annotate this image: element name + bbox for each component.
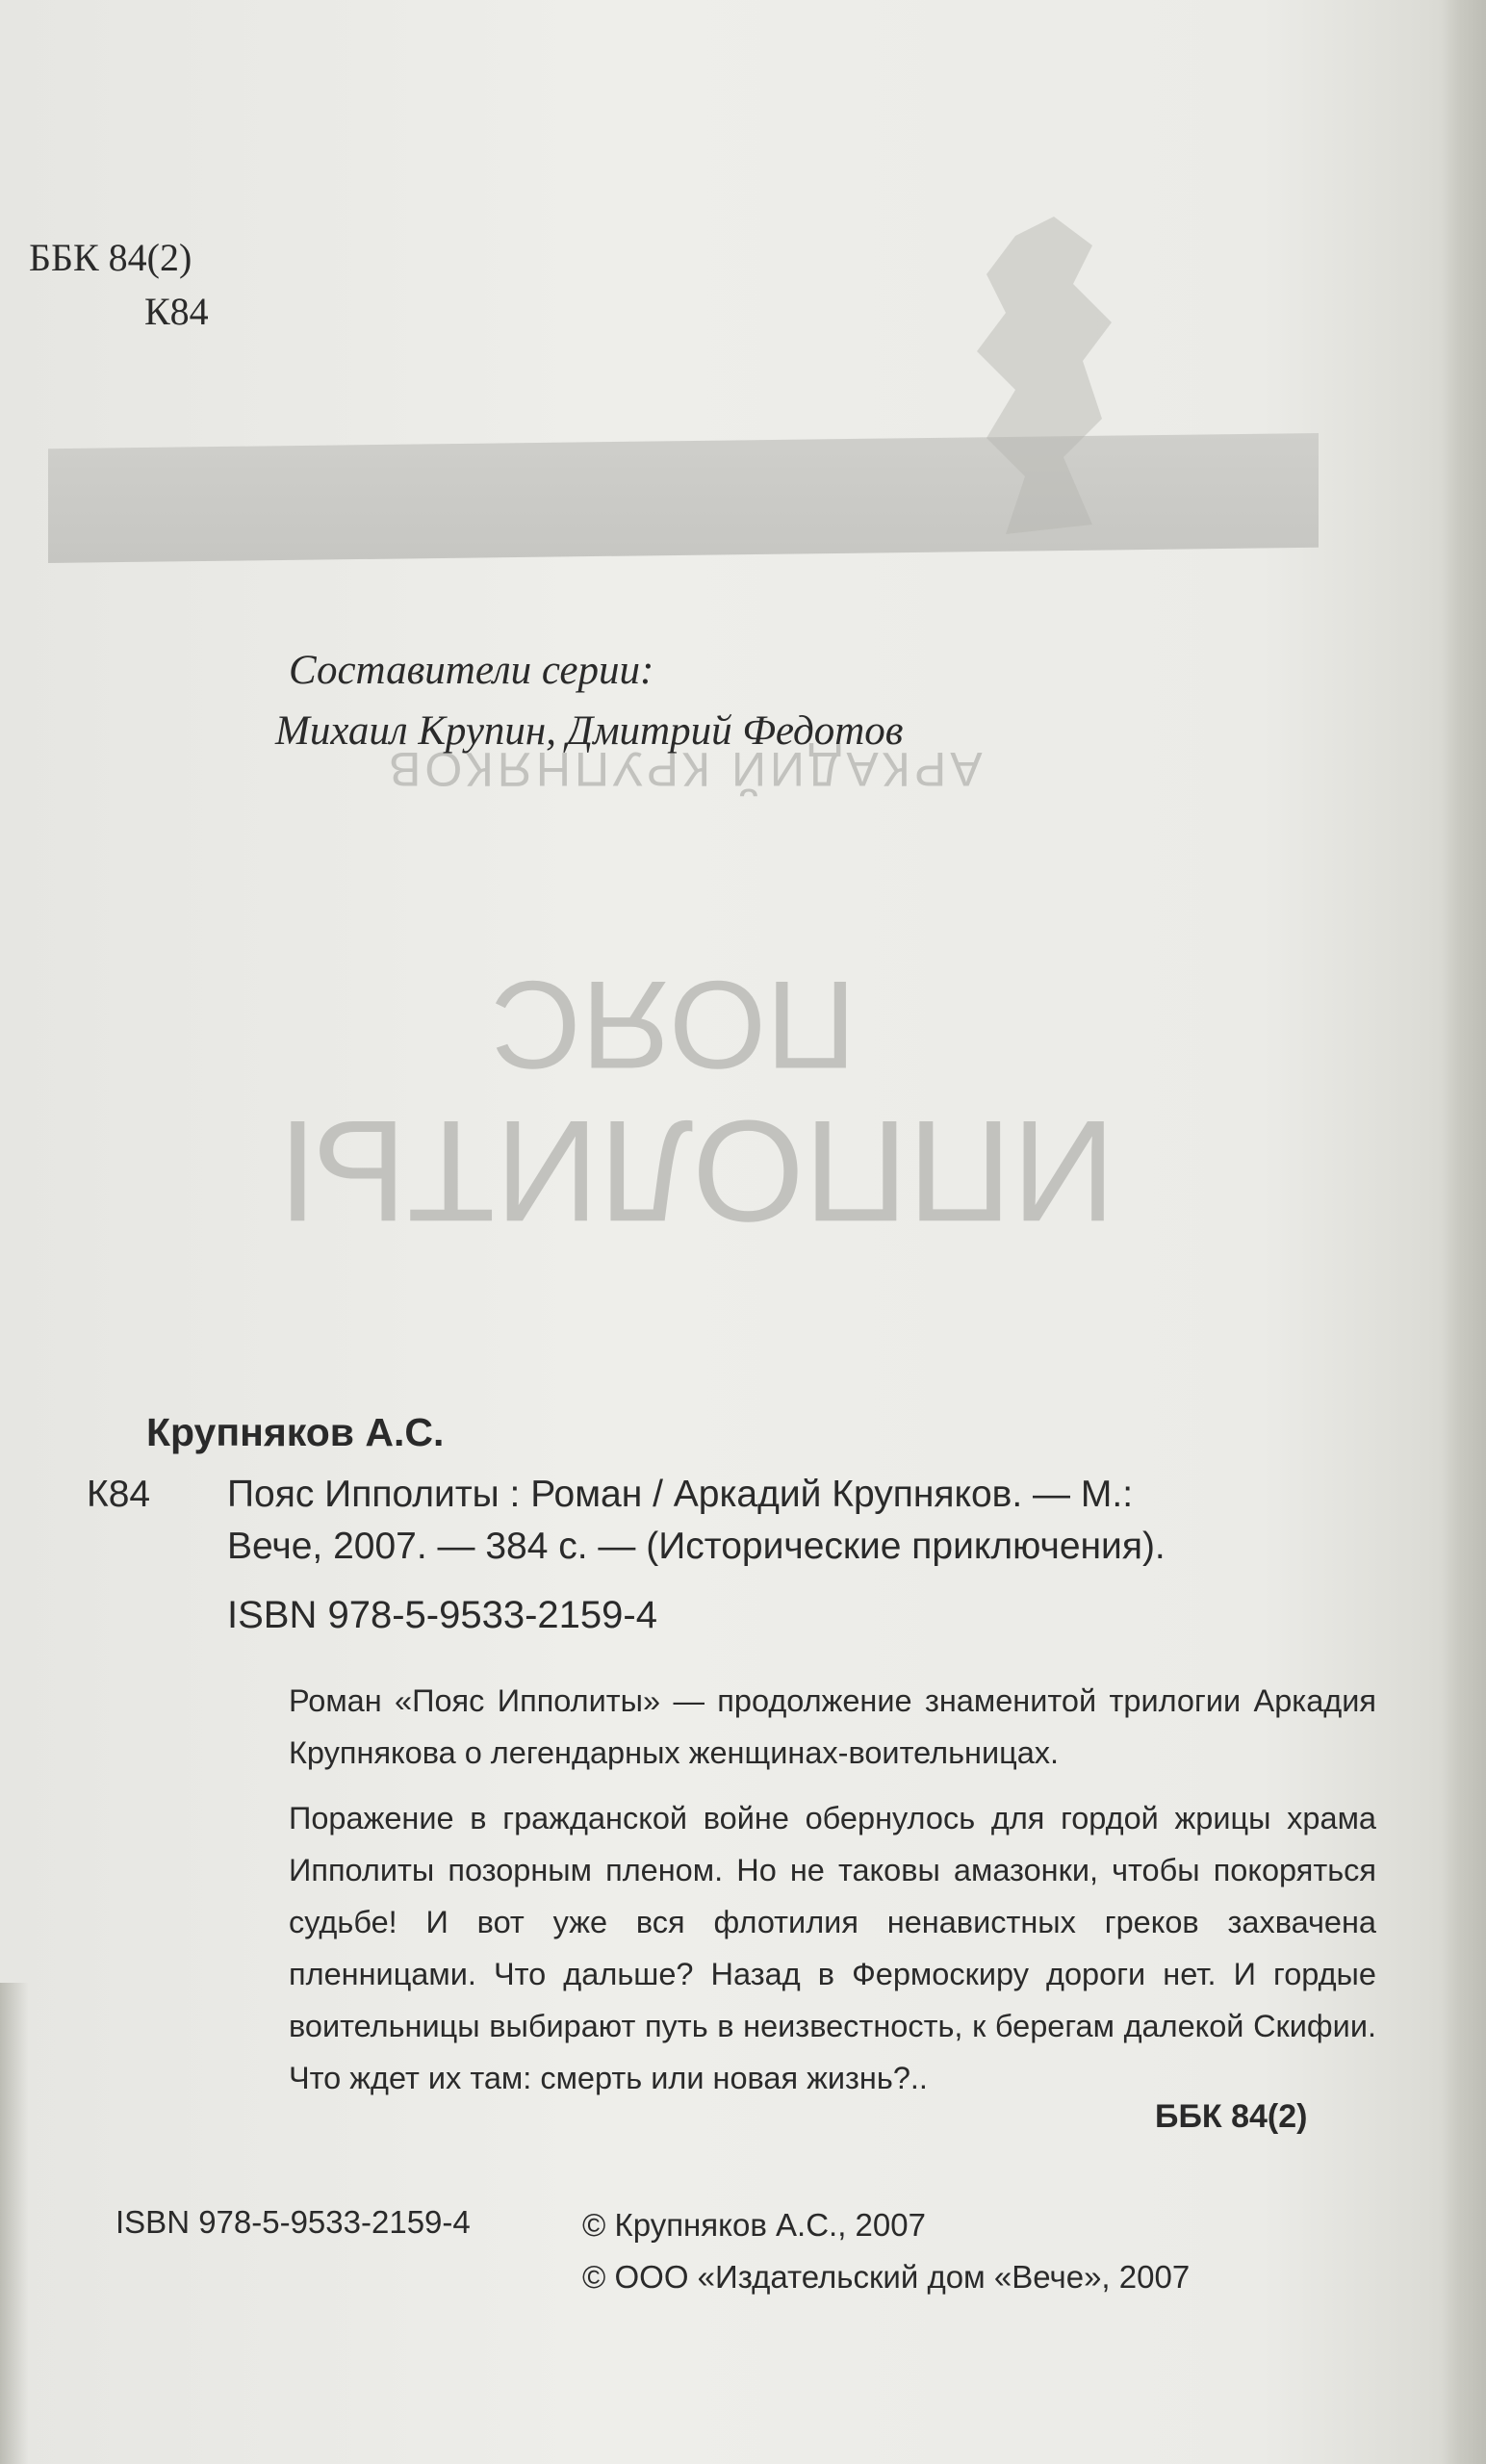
bbk-bottom: ББК 84(2) xyxy=(1155,2098,1308,2135)
finger-shadow xyxy=(0,1983,29,2464)
copyrights xyxy=(582,2199,1190,2303)
footer-isbn: ISBN 978-5-9533-2159-4 xyxy=(115,2204,471,2240)
page-edge xyxy=(1442,0,1486,2464)
catalog-description-line2: Вече, 2007. — 384 с. — (Исторические приключения). xyxy=(227,1526,1166,1567)
compilers-label: Составители серии: xyxy=(289,648,654,693)
copyright-publisher: © ООО «Издательский дом «Вече», 2007 xyxy=(582,2259,1191,2295)
bbk-code: ББК 84(2) xyxy=(29,236,192,279)
copyright-author: © Крупняков А.С., 2007 xyxy=(582,2207,926,2243)
author-sign: К84 xyxy=(144,290,209,333)
ghost-author: АРКАДИЙ КРУПНЯКОВ xyxy=(385,742,983,796)
ghost-series-emblem xyxy=(948,207,1140,553)
ghost-title-line2: ИППОЛИТЫ xyxy=(279,1091,1116,1252)
catalog-isbn: ISBN 978-5-9533-2159-4 xyxy=(227,1594,657,1636)
ghost-title-line1: ПОЯС xyxy=(491,955,857,1095)
bbk-top xyxy=(29,231,209,339)
catalog-description-line1: Пояс Ипполиты : Роман / Аркадий Крупняков. — М.: xyxy=(227,1474,1134,1515)
series-compilers xyxy=(275,640,1116,761)
annotation xyxy=(289,1675,1376,2104)
compilers-names: Михаил Крупин, Дмитрий Федотов xyxy=(275,708,904,754)
annotation-paragraph: Поражение в гражданской войне обернулось для гордой жрицы храма Ипполиты позорным пленом. Но не таковы амазонки, чтобы покоряться судьбе! И вот уже вся флотилия ненавистных греков захвачена пленницами. Что дальше? Назад в Фермоскиру дороги нет. И гордые воительницы выбирают путь в неизвестность, к берегам далекой Скифии. Что ждет их там: смерть или новая жизнь?.. xyxy=(289,1801,1376,2095)
catalog-sign: К84 xyxy=(87,1474,151,1515)
annotation-paragraph: Роман «Пояс Ипполиты» — продолжение знаменитой трилогии Аркадия Крупнякова о легендарных женщинах-воительницах. xyxy=(289,1683,1376,1770)
catalog-entry xyxy=(87,1410,1367,1637)
catalog-author: Крупняков А.С. xyxy=(146,1410,445,1454)
catalog-description xyxy=(87,1469,1367,1573)
